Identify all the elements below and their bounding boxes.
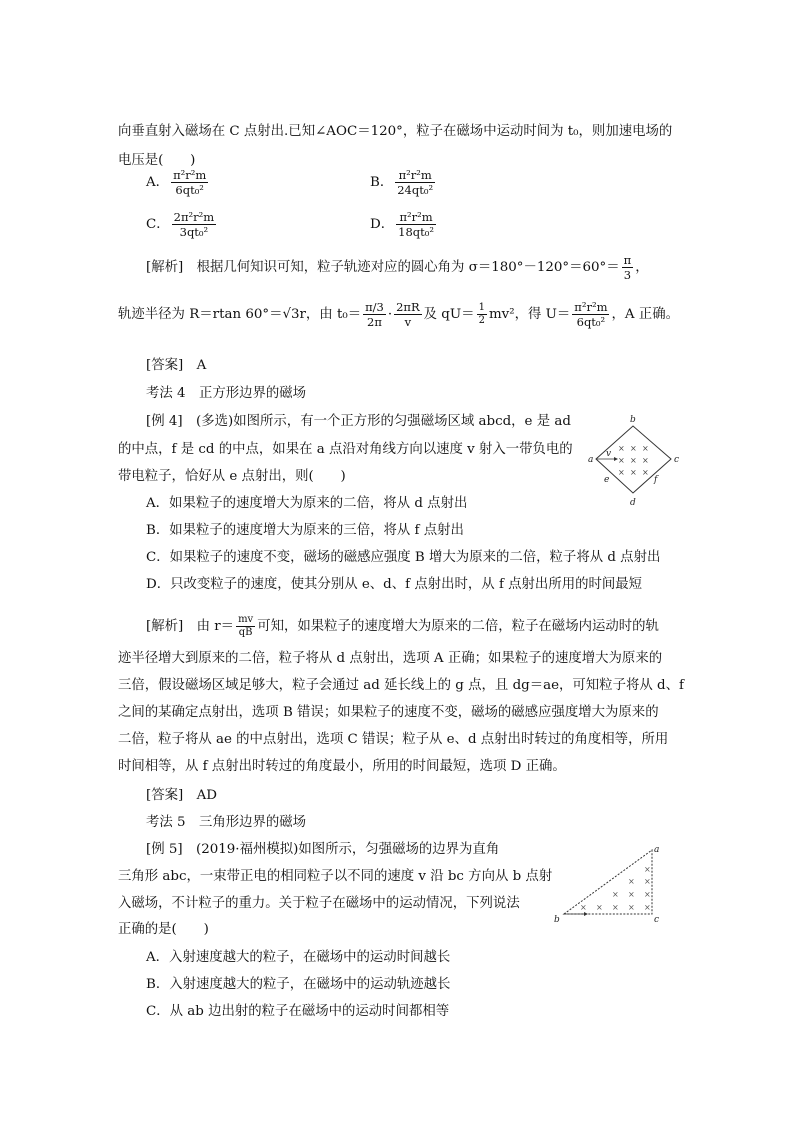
svg-text:×: × xyxy=(644,877,651,886)
example4-line-1: [例 4] (多选)如图所示，有一个正方形的匀强磁场区域 abcd，e 是 ad xyxy=(146,414,571,429)
svg-text:×: × xyxy=(644,903,651,912)
option-a: A． $\frac{\text{π²r²m}}{\text{6qt₀²}}$ xyxy=(146,168,207,197)
example5-option-c: C．从 ab 边出射的粒子在磁场中的运动时间都相等 xyxy=(146,1004,450,1019)
svg-text:×: × xyxy=(612,903,619,912)
q1-analysis-line-1: [解析] 根据几何知识可知，粒子轨迹对应的圆心角为 σ＝180°－120°＝60°＝ $\frac{\pi}{3}$ ， xyxy=(146,253,649,282)
q4-analysis-line-4: 之间的某确定点射出，选项 B 错误；如果粒子的速度不变，磁场的磁感应强度增大为原来的 xyxy=(118,705,659,720)
label-c: c xyxy=(654,915,660,925)
q4-analysis-line-3: 三倍，假设磁场区域足够大，粒子会通过 ad 延长线上的 g 点，且 dg＝ae，可知粒子将从 d、f xyxy=(118,678,684,693)
label-b: b xyxy=(630,415,636,425)
option-c-num: 2π²r²m xyxy=(173,210,215,224)
example5-option-b: B．入射速度越大的粒子，在磁场中的运动轨迹越长 xyxy=(146,977,451,992)
example4-option-c: C．如果粒子的速度不变，磁场的磁感应强度 B 增大为原来的二倍，粒子将从 d 点射出 xyxy=(146,550,661,565)
triangle-cross-marks xyxy=(580,865,651,912)
intro-line-1: 向垂直射入磁场在 C 点射出.已知∠AOC＝120°，粒子在磁场中运动时间为 t₀，则加速电场的 xyxy=(118,124,673,139)
label-b: b xyxy=(554,915,560,925)
label-f: f xyxy=(654,475,658,485)
option-d-den: 18qt₀² xyxy=(398,225,434,239)
method5-title: 考法 5 三角形边界的磁场 xyxy=(146,815,307,830)
example4-option-d: D．只改变粒子的速度，使其分别从 e、d、f 点射出时，从 f 点射出所用的时间最短 xyxy=(146,577,643,592)
svg-text:×: × xyxy=(630,468,637,477)
method4-title: 考法 4 正方形边界的磁场 xyxy=(146,386,307,401)
triangle-field-figure xyxy=(550,842,670,928)
svg-text:×: × xyxy=(612,890,619,899)
svg-text:×: × xyxy=(618,468,625,477)
q1-answer: [答案] A xyxy=(146,358,207,373)
svg-text:×: × xyxy=(596,903,603,912)
q4-analysis-line-6: 时间相等，从 f 点射出时转过的角度最小，所用的时间最短，选项 D 正确。 xyxy=(118,759,566,774)
svg-text:×: × xyxy=(630,444,637,453)
option-b-num: π²r²m xyxy=(395,168,435,183)
label-c: c xyxy=(674,455,680,465)
svg-text:×: × xyxy=(628,877,635,886)
example4-option-a: A．如果粒子的速度增大为原来的二倍，将从 d 点射出 xyxy=(146,496,468,511)
svg-text:×: × xyxy=(618,456,625,465)
svg-text:×: × xyxy=(618,444,625,453)
example4-line-2: 的中点，f 是 cd 的中点，如果在 a 点沿对角线方向以速度 v 射入一带负电的 xyxy=(118,442,573,457)
square-field-figure xyxy=(588,412,688,512)
intro-line-2: 电压是( ) xyxy=(118,153,196,168)
label-e: e xyxy=(604,475,610,485)
svg-text:×: × xyxy=(644,865,651,874)
example5-line-2: 三角形 abc，一束带正电的相同粒子以不同的速度 v 沿 bc 方向从 b 点射 xyxy=(118,869,553,884)
example5-line-1: [例 5] (2019·福州模拟)如图所示，匀强磁场的边界为直角 xyxy=(146,842,500,857)
svg-text:×: × xyxy=(580,903,587,912)
field-cross-marks xyxy=(618,444,649,477)
example5-option-a: A．入射速度越大的粒子，在磁场中的运动时间越长 xyxy=(146,950,451,965)
option-d: D． $\frac{\text{π²r²m}}{\text{18qt₀²}}$ xyxy=(370,210,434,239)
svg-text:×: × xyxy=(644,890,651,899)
label-d: d xyxy=(630,498,636,508)
label-a: a xyxy=(654,845,660,855)
svg-text:×: × xyxy=(628,890,635,899)
svg-text:×: × xyxy=(642,456,649,465)
option-b-den: 24qt₀² xyxy=(397,183,434,197)
svg-text:×: × xyxy=(642,468,649,477)
svg-text:×: × xyxy=(628,903,635,912)
option-b: B． $\frac{\text{π²r²m}}{\text{24qt₀²}}$ xyxy=(370,168,434,197)
q4-analysis-line-2: 迹半径增大到原来的二倍，粒子将从 d 点射出，选项 A 正确；如果粒子的速度增大为原来的 xyxy=(118,651,663,666)
example5-line-3: 入磁场，不计粒子的重力。关于粒子在磁场中的运动情况，下列说法 xyxy=(118,896,520,911)
option-d-num: π²r²m xyxy=(396,210,436,225)
svg-text:×: × xyxy=(642,444,649,453)
q1-analysis-line-2: 轨迹半径为 R＝rtan 60°＝√3r，由 t₀＝ $\frac{\pi/3}{2\pi}$ · $\frac{2\pi R}{v}$ 及 qU＝ $\frac{1}{2}$ mv²，得 U＝ $\frac{\text{π²r²m}}{\text{6qt₀²}}$ ，A 正确。 xyxy=(118,300,679,329)
q4-analysis-line-1: [解析] 由 r＝ $\frac{mv}{qB}$ 可知，如果粒子的速度增大为原来的二倍，粒子在磁场内运动时的轨 xyxy=(146,614,659,638)
q4-analysis-line-5: 二倍，粒子将从 ae 的中点射出，选项 C 错误；粒子从 e、d 点射出时转过的角度相等，所用 xyxy=(118,732,669,747)
svg-text:×: × xyxy=(630,456,637,465)
label-a: a xyxy=(588,455,594,465)
option-c: C． $\frac{\text{2π²r²m}}{\text{3qt₀²}}$ xyxy=(146,210,215,239)
label-v: v xyxy=(606,449,612,459)
example5-line-4: 正确的是( ) xyxy=(118,922,209,937)
option-a-num: π²r²m xyxy=(173,168,207,182)
option-a-den: 6qt₀² xyxy=(175,183,204,197)
option-c-den: 3qt₀² xyxy=(179,225,209,239)
example4-option-b: B．如果粒子的速度增大为原来的三倍，将从 f 点射出 xyxy=(146,523,464,538)
example4-line-3: 带电粒子，恰好从 e 点射出，则( ) xyxy=(118,469,346,484)
q4-answer: [答案] AD xyxy=(146,788,218,803)
